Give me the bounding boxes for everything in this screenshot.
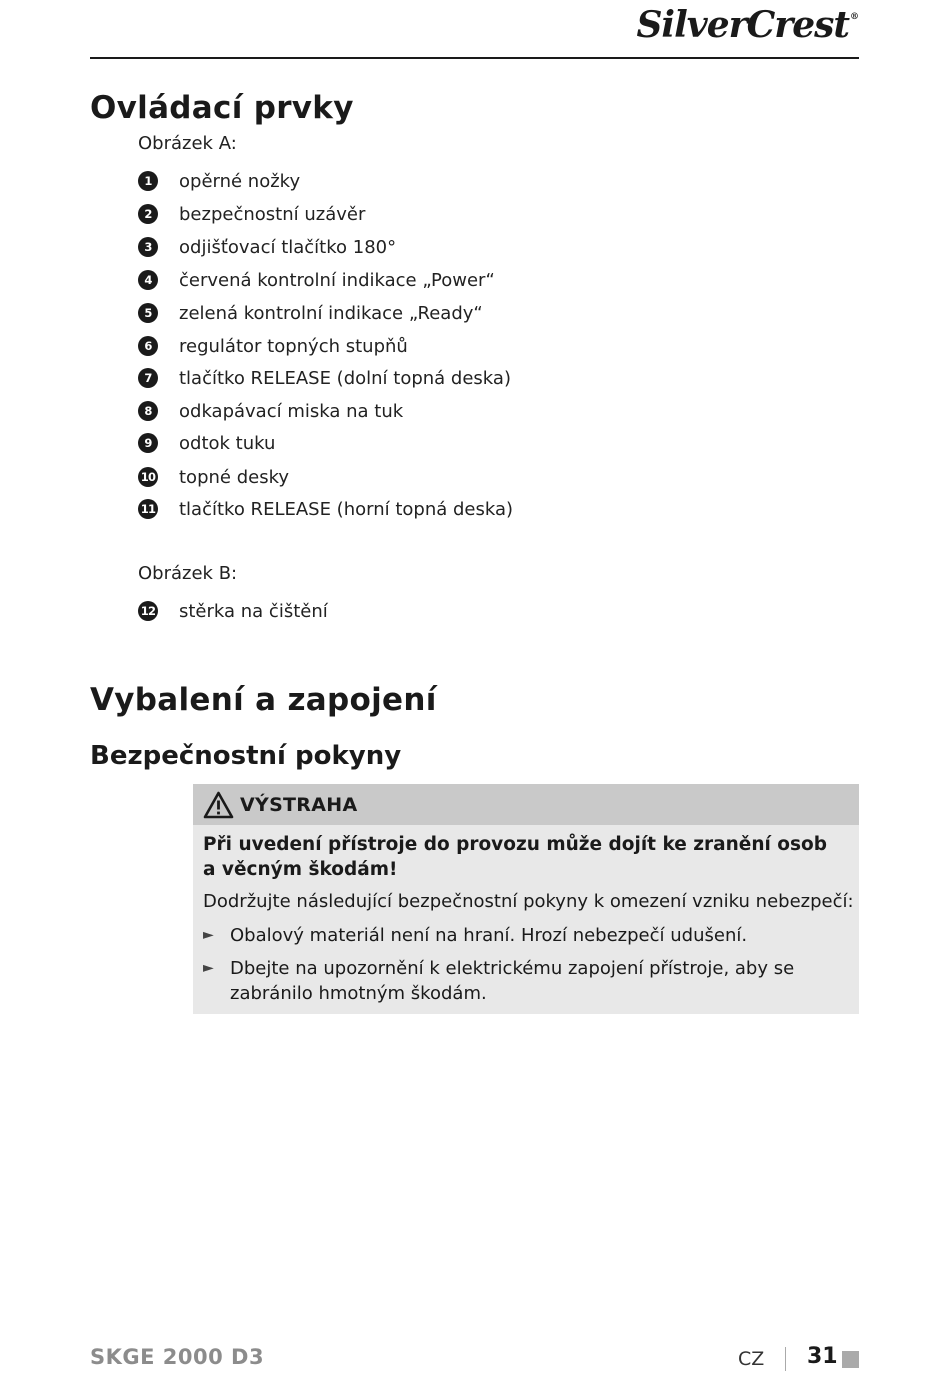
list-item bbox=[138, 334, 408, 358]
item-label: odjišťovací tlačítko 180° bbox=[179, 236, 397, 258]
page-number: 31 bbox=[807, 1344, 838, 1369]
item-label: regulátor topných stupňů bbox=[179, 335, 408, 357]
bullet-text: Dbejte na upozornění k elektrickému zapojení přístroje, aby se zabránilo hmotným škodám. bbox=[230, 958, 795, 1004]
bullet-text: Obalový materiál není na hraní. Hrozí nebezpečí udušení. bbox=[230, 925, 748, 946]
header-rule bbox=[90, 57, 859, 59]
list-item bbox=[138, 366, 511, 390]
item-number-badge: 5 bbox=[138, 303, 158, 323]
warning-box bbox=[193, 784, 859, 1014]
item-label: tlačítko RELEASE (dolní topná deska) bbox=[179, 367, 511, 389]
footer-model: SKGE 2000 D3 bbox=[90, 1345, 265, 1369]
warning-triangle-icon bbox=[203, 791, 234, 819]
list-item bbox=[138, 497, 513, 521]
list-item bbox=[138, 431, 275, 455]
list-item bbox=[138, 202, 365, 226]
subsection-title-safety: Bezpečnostní pokyny bbox=[90, 741, 402, 771]
footer-separator bbox=[785, 1347, 786, 1371]
figure-b-caption: Obrázek B: bbox=[138, 563, 238, 584]
item-label: červená kontrolní indikace „Power“ bbox=[179, 269, 495, 291]
figure-a-caption: Obrázek A: bbox=[138, 133, 237, 154]
footer-square-icon bbox=[842, 1351, 859, 1368]
item-number-badge: 2 bbox=[138, 204, 158, 224]
section-title-controls: Ovládací prvky bbox=[90, 90, 354, 126]
warning-title: VÝSTRAHA bbox=[240, 793, 358, 816]
item-label: odtok tuku bbox=[179, 432, 276, 454]
list-item bbox=[138, 169, 300, 193]
warning-bullet bbox=[203, 956, 850, 1006]
item-label: topné desky bbox=[179, 466, 290, 488]
item-number-badge: 10 bbox=[138, 467, 158, 487]
item-number-badge: 1 bbox=[138, 171, 158, 191]
list-item bbox=[138, 399, 403, 423]
item-label: zelená kontrolní indikace „Ready“ bbox=[179, 302, 483, 324]
item-label: bezpečnostní uzávěr bbox=[179, 203, 366, 225]
warning-header bbox=[193, 784, 859, 825]
item-number-badge: 6 bbox=[138, 336, 158, 356]
footer-language: CZ bbox=[738, 1348, 765, 1370]
item-number-badge: 8 bbox=[138, 401, 158, 421]
list-item bbox=[138, 301, 483, 325]
item-number-badge: 4 bbox=[138, 270, 158, 290]
list-item bbox=[138, 465, 289, 489]
warning-lead: Při uvedení přístroje do provozu může dojít ke zranění osob a věcným škodám! bbox=[203, 834, 827, 880]
item-label: stěrka na čištění bbox=[179, 600, 328, 622]
item-number-badge: 11 bbox=[138, 499, 158, 519]
brand-logo: SilverCrest® bbox=[636, 4, 858, 46]
bullet-arrow-icon: ► bbox=[203, 927, 214, 943]
item-label: odkapávací miska na tuk bbox=[179, 400, 404, 422]
list-item bbox=[138, 268, 495, 292]
warning-bullet bbox=[203, 923, 850, 948]
item-label: tlačítko RELEASE (horní topná deska) bbox=[179, 498, 514, 520]
item-label: opěrné nožky bbox=[179, 170, 301, 192]
item-number-badge: 7 bbox=[138, 368, 158, 388]
bullet-arrow-icon: ► bbox=[203, 960, 214, 976]
item-number-badge: 9 bbox=[138, 433, 158, 453]
item-number-badge: 12 bbox=[138, 601, 158, 621]
list-item bbox=[138, 599, 328, 623]
warning-text: Dodržujte následující bezpečnostní pokyny k omezení vzniku nebezpečí: bbox=[203, 891, 854, 912]
item-number-badge: 3 bbox=[138, 237, 158, 257]
section-title-unpacking: Vybalení a zapojení bbox=[90, 682, 437, 718]
list-item bbox=[138, 235, 396, 259]
